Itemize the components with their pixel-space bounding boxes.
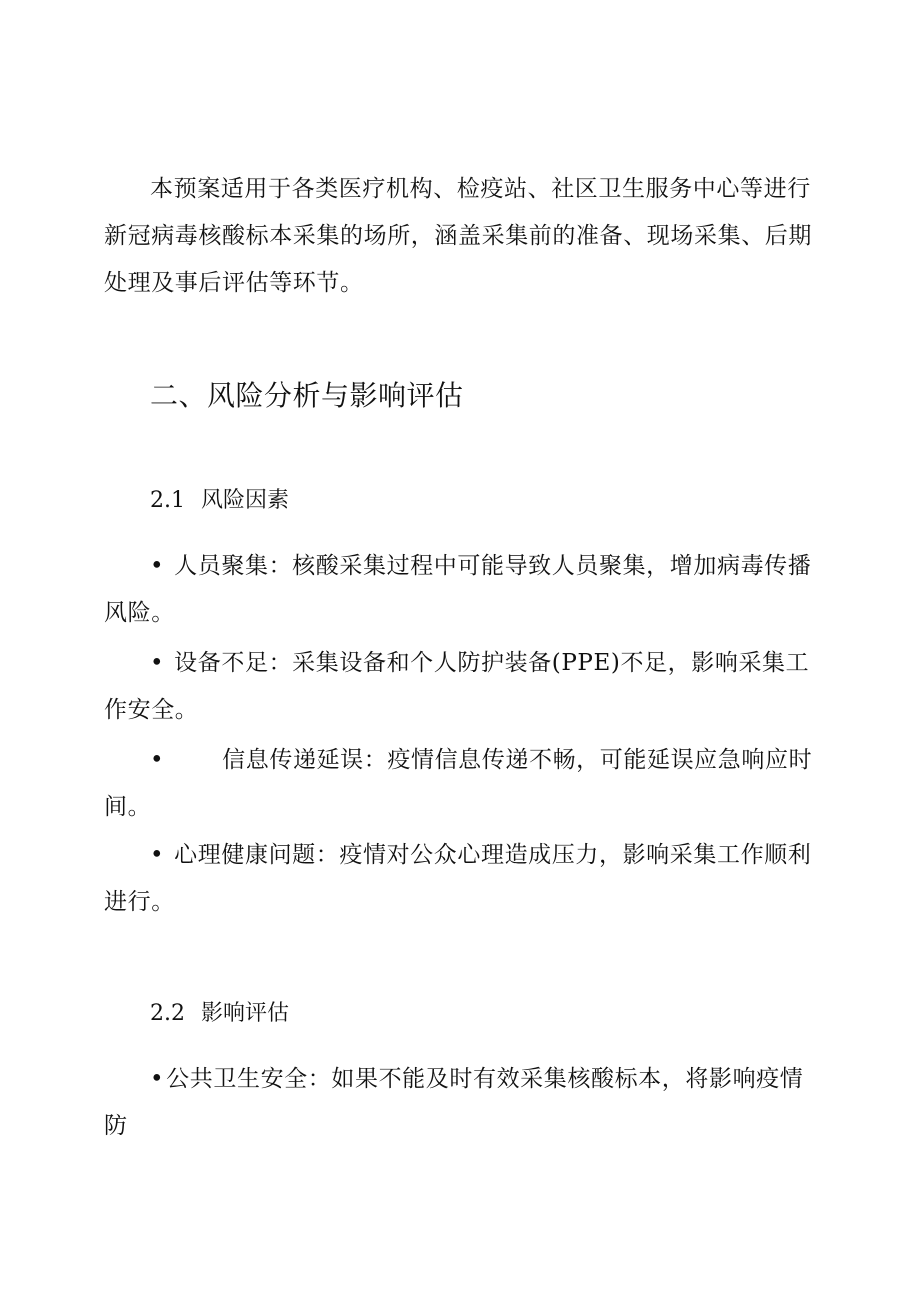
bullet-icon: • bbox=[150, 650, 165, 676]
subsection-title: 影响评估 bbox=[201, 1001, 290, 1026]
bullet-icon: • bbox=[150, 553, 165, 579]
bullet-icon: • bbox=[150, 1066, 165, 1092]
list-item bbox=[104, 640, 816, 734]
list-item-text: 信息传递延误：疫情信息传递不畅，可能延误应急响应时间。 bbox=[104, 747, 813, 820]
list-item bbox=[104, 1056, 816, 1150]
list-item bbox=[104, 543, 816, 637]
subsection-heading-2-1 bbox=[150, 483, 289, 514]
list-item-text: 公共卫生安全：如果不能及时有效采集核酸标本，将影响疫情防 bbox=[104, 1066, 804, 1139]
subsection-heading-2-2 bbox=[150, 996, 289, 1027]
list-item bbox=[104, 737, 816, 831]
subsection-number: 2.1 bbox=[150, 488, 185, 513]
subsection-title: 风险因素 bbox=[201, 488, 290, 513]
subsection-number: 2.2 bbox=[150, 1001, 185, 1026]
bullet-icon: • bbox=[150, 747, 165, 773]
list-item-text: 设备不足：采集设备和个人防护装备(PPE)不足，影响采集工作安全。 bbox=[104, 650, 810, 723]
bullet-icon: • bbox=[150, 842, 165, 868]
intro-text: 本预案适用于各类医疗机构、检疫站、社区卫生服务中心等进行新冠病毒核酸标本采集的场所，涵盖采集前的准备、现场采集、后期处理及事后评估等环节。 bbox=[104, 176, 812, 296]
list-item bbox=[104, 832, 816, 926]
list-item-text: 心理健康问题：疫情对公众心理造成压力，影响采集工作顺利进行。 bbox=[104, 842, 812, 915]
intro-paragraph bbox=[104, 166, 814, 307]
section-heading: 二、风险分析与影响评估 bbox=[150, 379, 464, 412]
list-item-text: 人员聚集：核酸采集过程中可能导致人员聚集，增加病毒传播风险。 bbox=[104, 553, 812, 626]
